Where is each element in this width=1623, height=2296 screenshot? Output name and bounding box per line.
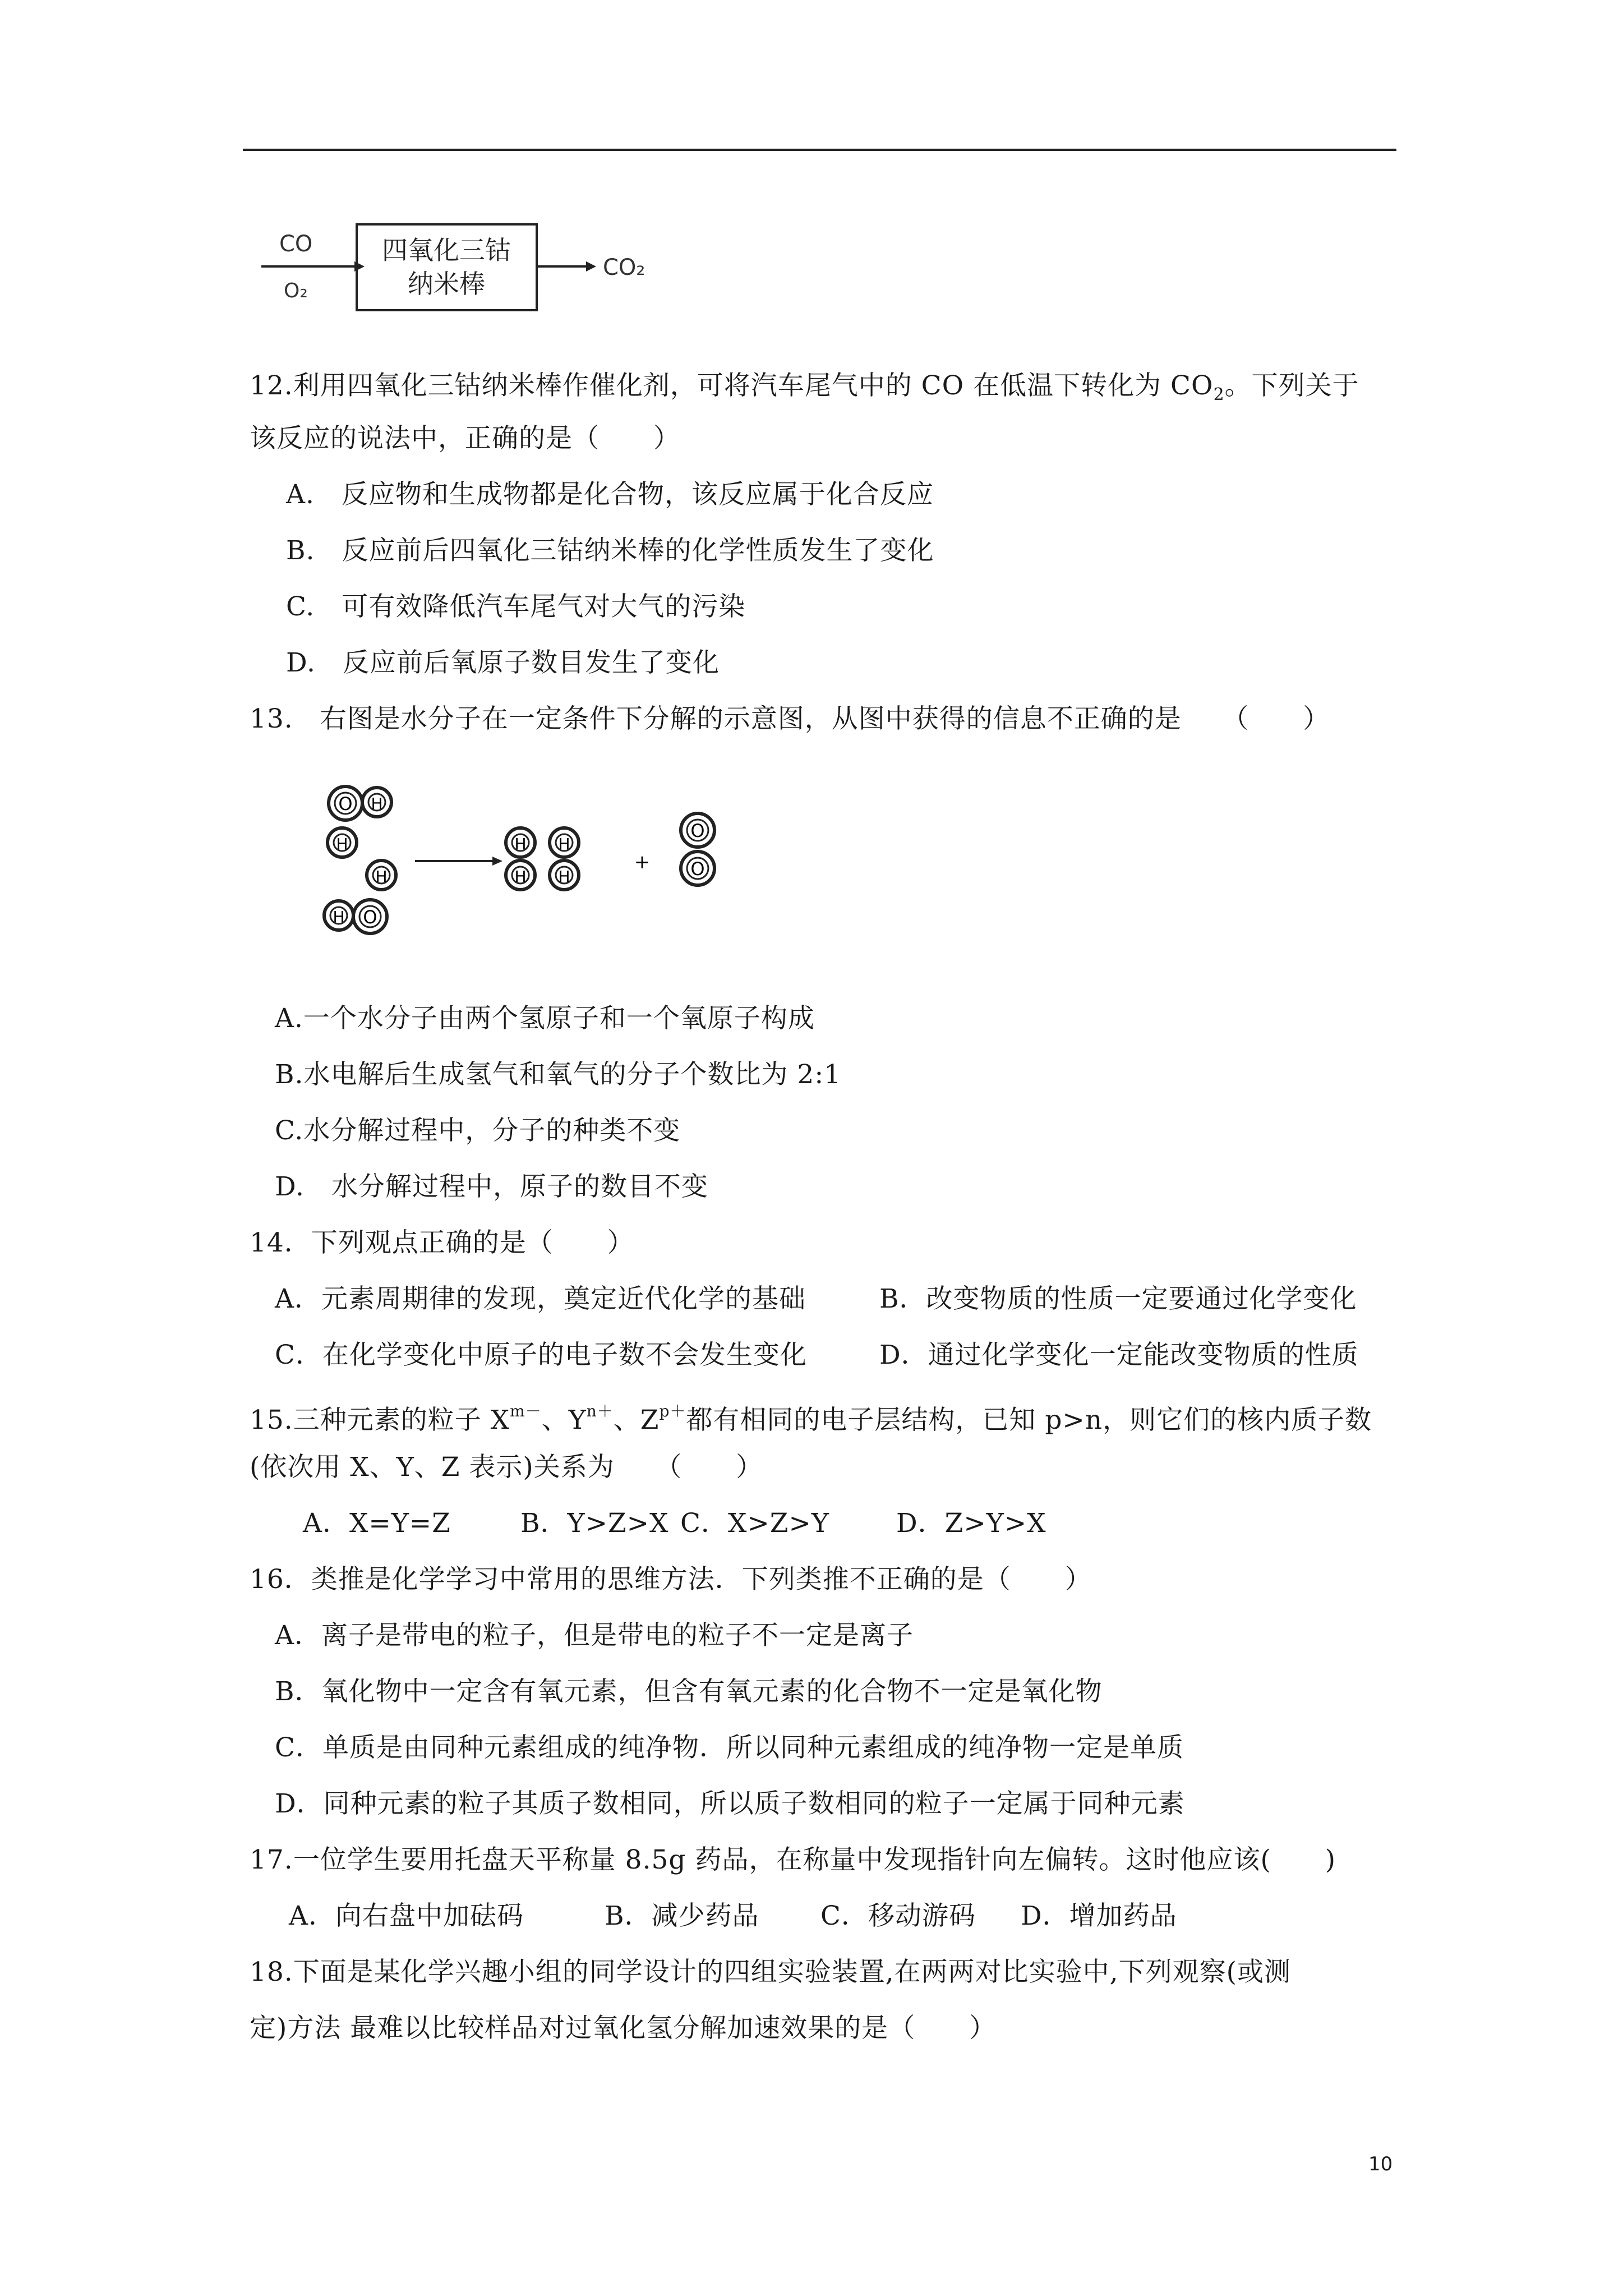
q12-stem-line1 — [250, 369, 1359, 412]
q15-sup-x: m－ — [510, 1402, 542, 1420]
q16-option-a: A．离子是带电的粒子，但是带电的粒子不一定是离子 — [275, 1620, 914, 1651]
q15-sup-z: p＋ — [659, 1402, 686, 1420]
q18-stem-line2: 定)方法 最难以比较样品对过氧化氢分解加速效果的是（ ） — [250, 2013, 997, 2044]
q13-option-a: A.一个水分子由两个氢原子和一个氧原子构成 — [275, 1003, 815, 1034]
q12-stem-line2: 该反应的说法中，正确的是（ ） — [250, 423, 680, 454]
q12-option-a: A. 反应物和生成物都是化合物，该反应属于化合反应 — [286, 479, 934, 510]
q15-option-a: A．X=Y=Z — [303, 1508, 451, 1539]
atom-o-label: O — [338, 793, 353, 815]
q17-option-c: C．移动游码 — [820, 1901, 976, 1931]
q15-sup-y: n＋ — [586, 1402, 614, 1420]
atom-h-label: H — [336, 835, 348, 853]
q16-option-c: C．单质是由同种元素组成的纯净物．所以同种元素组成的纯净物一定是单质 — [275, 1732, 1184, 1763]
q15-option-b: B．Y>Z>X — [520, 1508, 669, 1539]
atom-h-label: H — [333, 908, 345, 926]
q12-stem-text-a: 12.利用四氧化三钴纳米棒作催化剂，可将汽车尾气中的 CO 在低温下转化为 CO — [250, 370, 1214, 401]
catalyst-label-line2: 纳米棒 — [408, 269, 485, 299]
q18-stem-line1: 18.下面是某化学兴趣小组的同学设计的四组实验装置,在两两对比实验中,下列观察(或测 — [250, 1957, 1291, 1987]
q14-option-d: D．通过化学变化一定能改变物质的性质 — [879, 1340, 1359, 1370]
output-co2-label: CO₂ — [603, 255, 645, 280]
water-molecule-1 — [328, 786, 391, 857]
atom-h-label: H — [558, 835, 570, 853]
catalyst-reaction-diagram — [258, 213, 684, 325]
q17-option-a: A．向右盘中加砝码 — [289, 1901, 524, 1931]
q12-stem-text-b: 。下列关于 — [1224, 370, 1359, 401]
catalyst-label-line1: 四氧化三钴 — [382, 235, 511, 265]
q13-option-d: D. 水分解过程中，原子的数目不变 — [275, 1171, 708, 1202]
water-decomposition-diagram — [314, 769, 740, 959]
atom-h-label: H — [558, 867, 570, 886]
q15-stem-a: 15.三种元素的粒子 X — [250, 1405, 510, 1435]
q15-stem-line1 — [250, 1395, 1372, 1437]
q16-stem: 16．类推是化学学习中常用的思维方法．下列类推不正确的是（ ） — [250, 1564, 1092, 1595]
q13-option-b: B.水电解后生成氢气和氧气的分子个数比为 2:1 — [275, 1059, 842, 1090]
q15-stem-b: 、Y — [541, 1405, 587, 1435]
q16-option-b: B．氧化物中一定含有氧元素，但含有氧元素的化合物不一定是氧化物 — [275, 1676, 1103, 1707]
q16-option-d: D．同种元素的粒子其质子数相同，所以质子数相同的粒子一定属于同种元素 — [275, 1788, 1185, 1819]
q12-option-d: D. 反应前后氧原子数目发生了变化 — [286, 647, 720, 678]
hydrogen-molecule-2 — [550, 828, 579, 890]
plus-sign: + — [634, 851, 651, 873]
q15-option-c: C．X>Z>Y — [680, 1508, 829, 1539]
atom-o-label: O — [690, 820, 705, 841]
q17-stem: 17.一位学生要用托盘天平称量 8.5g 药品，在称量中发现指针向左偏转。这时他应该( ) — [250, 1844, 1336, 1875]
q12-stem-sub: 2 — [1213, 385, 1225, 404]
page-number: 10 — [1368, 2153, 1393, 2175]
q17-option-b: B．减少药品 — [605, 1901, 759, 1931]
q14-stem: 14．下列观点正确的是（ ） — [250, 1227, 634, 1258]
q13-stem: 13. 右图是水分子在一定条件下分解的示意图，从图中获得的信息不正确的是 （ ） — [250, 703, 1330, 734]
q17-option-d: D．增加药品 — [1021, 1901, 1177, 1931]
q12-option-c: C. 可有效降低汽车尾气对大气的污染 — [286, 591, 746, 622]
reaction-arrow-head — [492, 857, 502, 866]
q15-option-d: D．Z>Y>X — [896, 1508, 1046, 1539]
q12-option-b: B. 反应前后四氧化三钴纳米棒的化学性质发生了变化 — [286, 535, 934, 566]
atom-h-label: H — [514, 867, 527, 886]
atom-h-label: H — [375, 867, 388, 886]
q15-stem-c: 、Z — [613, 1405, 660, 1435]
q13-option-c: C.水分解过程中，分子的种类不变 — [275, 1115, 681, 1146]
atom-h-label: H — [371, 794, 383, 813]
q14-option-b: B．改变物质的性质一定要通过化学变化 — [879, 1283, 1357, 1314]
water-molecule-2 — [324, 861, 396, 933]
q14-option-a: A．元素周期律的发现，奠定近代化学的基础 — [275, 1283, 806, 1314]
input-co-label: CO — [279, 231, 313, 257]
atom-h-label: H — [514, 835, 527, 853]
hydrogen-molecule-1 — [506, 828, 535, 890]
q15-stem-line2: (依次用 X、Y、Z 表示)关系为 （ ） — [250, 1452, 763, 1483]
header-rule — [243, 149, 1396, 151]
output-arrow-head — [586, 261, 596, 272]
atom-o-label: O — [690, 858, 705, 880]
input-o2-label: O₂ — [284, 279, 308, 302]
q15-stem-d: 都有相同的电子层结构，已知 p>n，则它们的核内质子数 — [686, 1405, 1372, 1435]
atom-o-label: O — [363, 907, 377, 928]
oxygen-molecule — [681, 813, 714, 885]
q14-option-c: C．在化学变化中原子的电子数不会发生变化 — [275, 1340, 807, 1370]
